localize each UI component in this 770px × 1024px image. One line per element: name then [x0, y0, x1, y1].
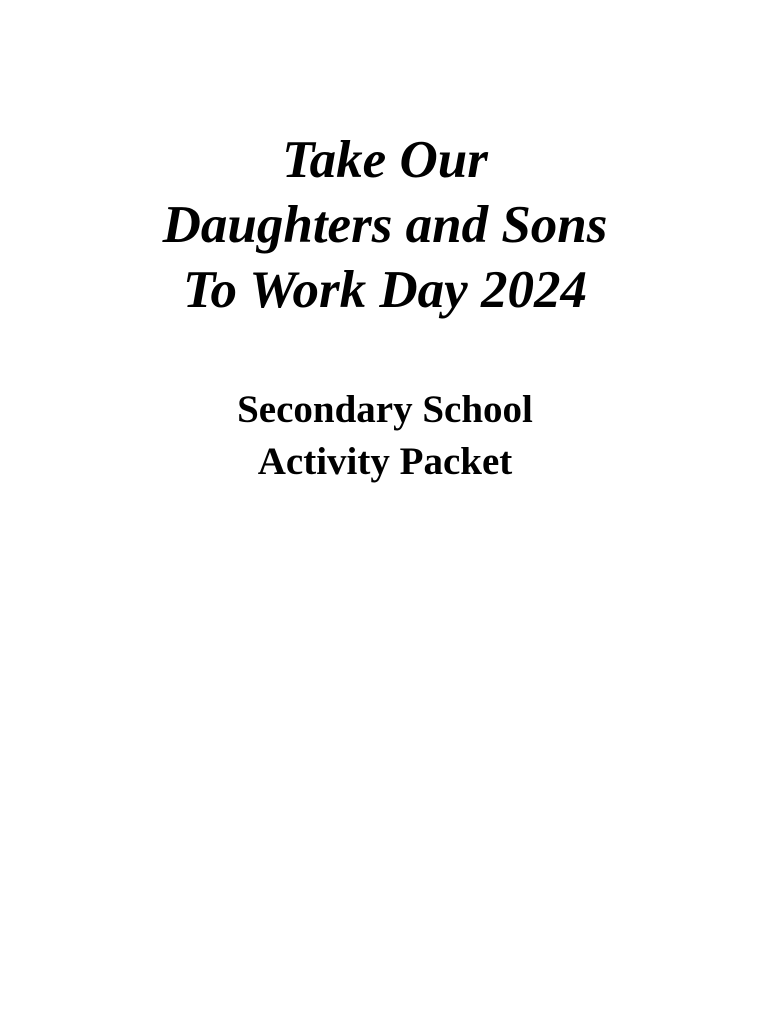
document-title	[0, 128, 770, 323]
subtitle-line-1: Secondary School	[237, 388, 533, 431]
title-line-1: Take Our	[282, 131, 488, 189]
document-subtitle	[0, 384, 770, 488]
title-line-2: Daughters and Sons	[162, 196, 608, 254]
title-line-3: To Work Day 2024	[183, 261, 587, 319]
subtitle-line-2: Activity Packet	[257, 440, 513, 483]
